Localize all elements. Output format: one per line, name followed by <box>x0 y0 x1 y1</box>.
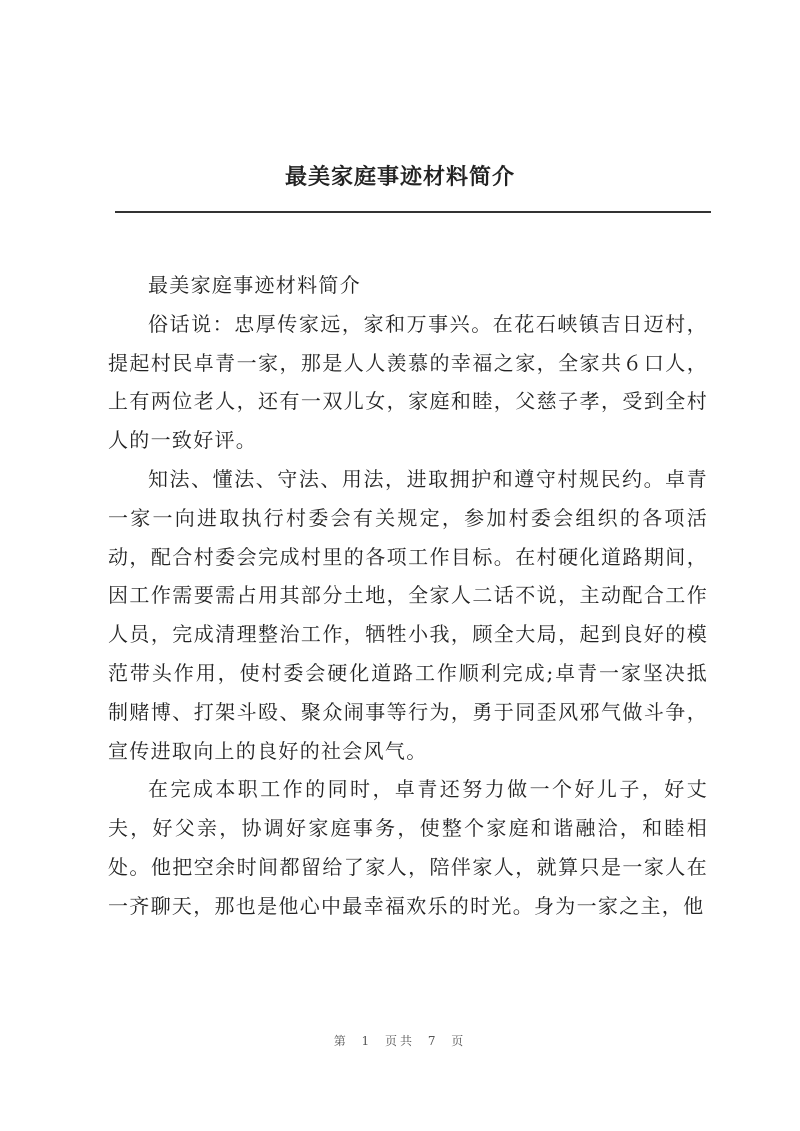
page-number-footer: 第 1 页共 7 页 <box>333 1034 467 1048</box>
body-paragraph-intro: 俗话说：忠厚传家远，家和万事兴。在花石峡镇吉日迈村，提起村民卓青一家，那是人人羡慕的幸福之家，全家共６口人，上有两位老人，还有一双儿女，家庭和睦，父慈子孝，受到全村人的一致好评。 <box>108 311 708 453</box>
body-paragraph-law: 知法、懂法、守法、用法，进取拥护和遵守村规民约。卓青一家一向进取执行村委会有关规定，参加村委会组织的各项活动，配合村委会完成村里的各项工作目标。在村硬化道路期间，因工作需要需占用其部分土地，全家人二话不说，主动配合工作人员，完成清理整治工作，牺牲小我，顾全大局，起到良好的模范带头作用，使村委会硬化道路工作顺利完成;卓青一家坚决抵制赌博、打架斗殴、聚众闹事等行为，勇于同歪风邪气做斗争，宣传进取向上的良好的社会风气。 <box>108 466 708 763</box>
document-body <box>108 266 708 926</box>
document-title: 最美家庭事迹材料简介 <box>284 164 515 190</box>
body-heading-paragraph: 最美家庭事迹材料简介 <box>148 273 361 297</box>
body-paragraph-family: 在完成本职工作的同时，卓青还努力做一个好儿子，好丈夫，好父亲，协调好家庭事务，使整个家庭和谐融洽，和睦相处。他把空余时间都留给了家人，陪伴家人，就算只是一家人在一齐聊天，那也是他心中最幸福欢乐的时光。身为一家之主，他 <box>108 777 708 918</box>
title-divider <box>115 211 711 213</box>
